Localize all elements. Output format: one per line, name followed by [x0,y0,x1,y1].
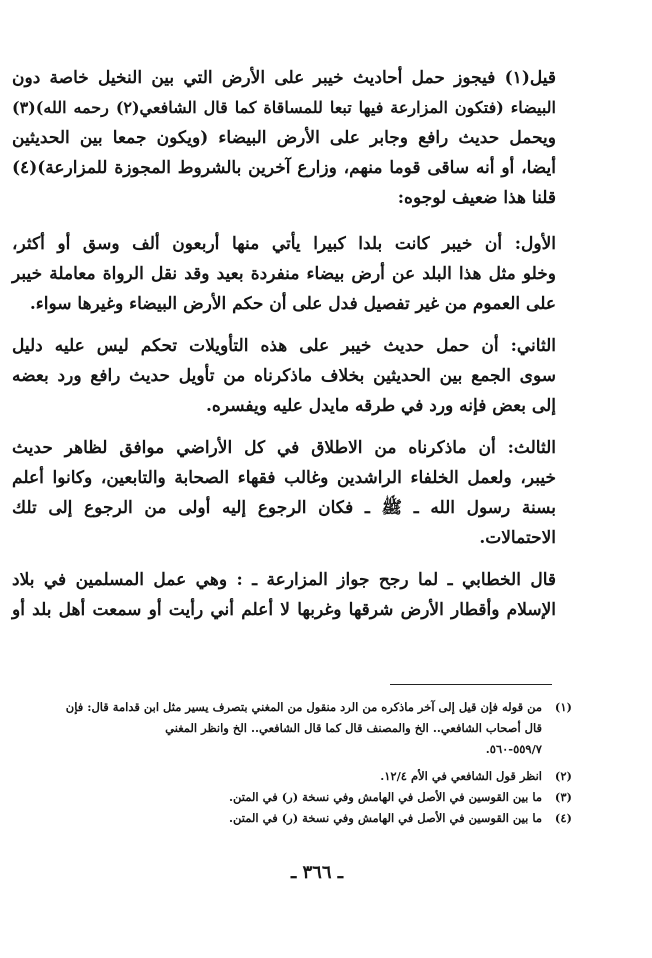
paragraph-third-line [12,433,556,463]
footnote-separator [390,684,552,685]
footnote-number: (١) [554,700,572,714]
text-line: وخلو مثل هذا البلد عن أرض بيضاء منفردة بعيد وقد نقل الرواة معاملة خيبر [12,264,556,284]
text-line: قيل(١) فيجوز حمل أحاديث خيبر على الأرض التي بين النخيل خاصة دون [12,68,556,88]
text-line: الاحتمالات. [479,528,556,548]
footnote-number: (٤) [554,811,572,825]
text-line: ويحمل حديث رافع وجابر على الأرض البيضاء (ويكون جمعا بين الحديثين [12,128,556,148]
footnote-item [30,766,572,787]
footnote-text: ما بين القوسين في الأصل في الهامش وفي نسخة (ر) في المتن. [229,790,542,804]
footnotes [30,697,572,829]
paragraph-first-line [12,229,556,259]
footnote-number: (٣) [554,790,572,804]
footnote-text: قال أصحاب الشافعي.. الخ والمصنف قال كما قال الشافعي.. الخ وانظر المغني [165,721,542,735]
footnote-text: انظر قول الشافعي في الأم ١٢/٤. [380,769,542,783]
text-line: سوى الجمع بين الحديثين بخلاف ماذكرناه من تأويل حديث رافع ورد بعضه [12,366,556,386]
footnote-text: من قوله فإن قيل إلى آخر ماذكره من الرد منقول من المغني بتصرف يسير مثل ابن قدامة قال: فإن [65,700,542,714]
footnote-text: ما بين القوسين في الأصل في الهامش وفي نسخة (ر) في المتن. [229,811,542,825]
paragraph-lead-second: الثاني: [510,336,556,356]
body-text [12,63,556,625]
text-line: إلى بعض فإنه ورد في طرقه مايدل عليه ويفسره. [206,396,556,416]
footnote-item [30,697,572,760]
footnote-item [30,808,572,829]
text-line: بسنة رسول الله ـ ﷺ ـ فكان الرجوع إليه أولى من الرجوع إلى تلك [12,498,556,518]
text-line: قلنا هذا ضعيف لوجوه: [397,188,556,208]
text-line: على العموم من غير تفصيل فدل على أن حكم الأرض البيضاء وغيرها سواء. [29,294,556,314]
footnote-number: (٢) [554,769,572,783]
footnote-text: ٥٥٩/٧-٥٦٠. [485,742,542,756]
text-line: خيبر، ولعمل الخلفاء الراشدين وغالب فقهاء الصحابة والتابعين، وكانوا أعلم [12,468,556,488]
text-line: قال الخطابي ـ لما رجح جواز المزارعة ـ : وهي عمل المسلمين في بلاد [12,570,556,590]
paragraph-text: أن ماذكرناه من الاطلاق في كل الأراضي موافق لظاهر حديث [12,438,496,458]
paragraph-text: أن خيبر كانت بلدا كبيرا يأتي منها أربعون ألف وسق أو أكثر، [12,234,503,254]
text-line: البيضاء (فتكون المزارعة فيها تبعا للمساقاة كما قال الشافعي(٢) رحمه الله)(٣) [12,98,556,117]
text-line: الإسلام وأقطار الأرض شرقها وغربها لا أعلم أني رأيت أو سمعت أهل بلد أو [12,600,556,620]
page-number: ـ ٣٦٦ ـ [290,862,344,883]
paragraph-lead-first: الأول: [514,234,556,254]
paragraph-lead-third: الثالث: [507,438,557,458]
paragraph-text: أن حمل حديث خيبر على هذه التأويلات تحكم ليس عليه دليل [12,336,499,356]
paragraph-second-line [12,331,556,361]
text-line: أيضا، أو أنه ساقى قوما منهم، وزارع آخرين بالشروط المجوزة للمزارعة)(٤) [12,158,556,178]
footnote-item [30,787,572,808]
